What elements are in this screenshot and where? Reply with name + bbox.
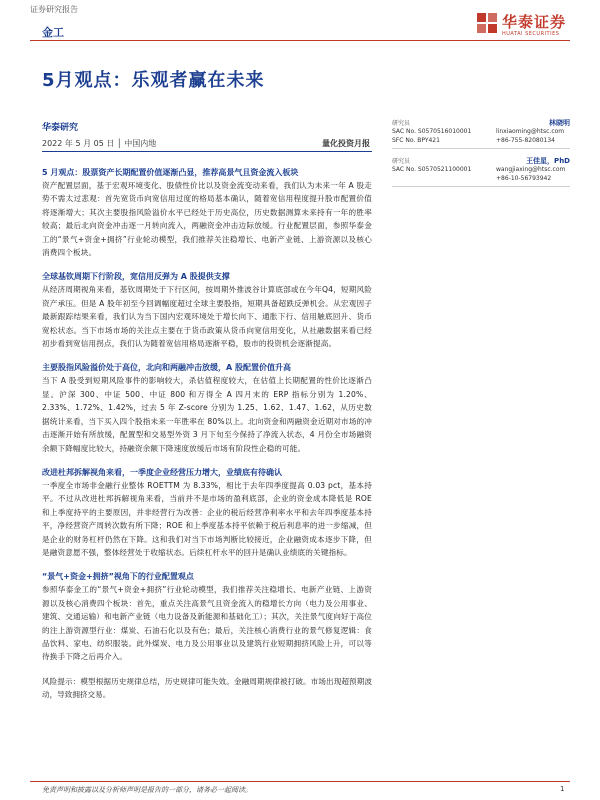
footer-divider <box>30 781 570 782</box>
analyst-phone: +86-755-82080134 <box>496 137 555 144</box>
analyst-role: 研究员 <box>392 158 411 165</box>
page-number: 1 <box>560 785 565 793</box>
section-body: 参照华泰金工的“景气+资金+拥挤”行业轮动模型，我们推荐关注稳增长、电新产业链、上游资源以及核心消费四个板块：首先，重点关注高景气且资金流入的稳增长方向（电力及公用事业、建筑、交通运输）和电新产业链（电力设备及新能源和基础化工）；其次，关注景气度向好于高位的注上游资源型行业：煤炭、石油石化以及有色；最后，关注核心消费行业的景气修复逻辑：食品饮料、家电、纺织服装。此外煤炭、电力及公用事业以及建筑行业短期拥挤风险上升，可以等待换手下降之后再介入。 <box>42 585 372 662</box>
section-body: 从经济周期视角来看，基钦周期处于下行区间，按周期外推波谷计算底部或在今年Q4，短期风险资产承压。但是 A 股年初至今回调幅度超过全球主要股指，短期具备超跌反弹机会。从宏观因子最新跟踪结果来看，我们认为当下国内宏观环境处于增长向下、通胀下行、信用触底回升、货币宽松状态。当下市场市场的关注点主要在于货币政策从货币向宽信用变化，从社融数据来看已经初步看到宽信用拐点，我们认为随着宽信用格局逐渐平稳，股市的投资机会逐渐提高。 <box>42 285 372 349</box>
section-body: 资产配置层面，基于宏观环境变化、股债性价比以及资金流变动来看，我们认为未来一年 A 股走势不需太过悲观：首先宽货币向宽信用过度的格局基本确认，随着宽信用程度提升股市配置价值将逐渐增大；其次主要股指风险溢价水平已经处于历史高位，历史数据测算未来持有一年的胜率较高；最后北向资金冲击逐一月转向流入，两融资金冲击边际放缓。行业配置层面，参照华泰金工的“景气+资金+拥挤”行业轮动模型，我们推荐关注稳增长、电新产业链、上游资源以及核心消费四个板块。 <box>42 181 372 258</box>
report-type: 量化投资月报 <box>322 139 370 148</box>
section-body: 当下 A 股受到短期风险事件的影响较大，杀估值程度较大，在估值上长期配置的性价比逐渐凸显。沪深 300、中证 500、中证 800 和万得全 A 四月末的 ERP 指标分别为 1.20%、2.33%、1.72%、1.42%，过去 5 年 Z-score 分别为 1.25、1.62、1.47、1.62，从历史数据统计来看，当下买入四个股指未来一年胜率在 80%以上。北向资金和两融资金近期对市场的冲击逐渐开始有所放缓，配置型和交易型外资 3 月下旬至今保持了净流入状态，4 月份全市场融资余额下降幅度比较大，持融资余额下降速度放缓后市场有阶段性企稳的可能。 <box>42 376 372 453</box>
summary-section <box>42 166 372 259</box>
report-type-label: 证券研究报告 <box>30 5 78 14</box>
meta-divider <box>42 151 372 152</box>
summary-section <box>42 270 372 350</box>
analyst-divider <box>392 186 570 187</box>
section-heading: 改进杜邦拆解视角来看，一季度企业经营压力增大，业绩底有待确认 <box>42 467 282 477</box>
research-org: 华泰研究 <box>42 123 79 133</box>
section-heading: 主要股指风险溢价处于高位，北向和两融冲击放缓，A 股配置价值升高 <box>42 363 291 373</box>
analyst-name: 林晓明 <box>549 119 570 127</box>
analyst-role: 研究员 <box>392 120 411 127</box>
section-heading: 全球基钦周期下行阶段，宽信用反弹为 A 股提供支撑 <box>42 272 230 282</box>
report-title: 5月观点：乐观者赢在未来 <box>42 70 265 91</box>
header-divider <box>30 40 570 41</box>
report-summary <box>42 166 372 702</box>
analyst-divider <box>392 148 570 149</box>
summary-section <box>42 466 372 559</box>
analyst-sfc: SFC No. BPY421 <box>392 137 440 144</box>
company-logo <box>476 8 596 44</box>
analyst-email[interactable]: wangjiaxing@htsc.com <box>496 166 566 173</box>
analyst-phone: +86-10-56793942 <box>496 175 552 182</box>
report-date: 2022 年 5 月 05 日 │ 中国内地 <box>42 139 157 148</box>
analyst-sac: SAC No. S0570516010001 <box>392 128 472 135</box>
section-heading: “景气+资金+拥挤”视角下的行业配置观点 <box>42 572 194 582</box>
section-heading: 5 月观点：股票资产长期配置价值逐渐凸显，推荐高景气且资金流入板块 <box>42 168 299 177</box>
section-body: 一季度全市场非金融行业整体 ROETTM 为 8.33%，相比于去年四季度提高 0.03 pct，基本持平。不过从改进杜邦拆解视角来看，当前并不是市场的盈利底部，企业的资金成本降低是 ROE 和上季度持平的主要原因，并非经营行为改善：企业的税后经营净利率水平和去年四季度基本持平，净经营资产周转次数有所下降；ROE 和上季度基本持平依赖于税后利息率的进一步缩减，但是企业的财务杠杆仍然在下降。这和我们对当下市场判断比较接近，企业融资成本逐步下降，但是融资意愿不强，整体经营处于收缩状态。后续杠杆水平的回升是确认业绩底的关键指标。 <box>42 480 372 557</box>
risk-warning: 风险提示：模型根据历史规律总结，历史规律可能失效。金融周期规律被打破。市场出现超预期波动，导致拥挤交易。 <box>42 676 372 700</box>
analyst-sac: SAC No. S0570521100001 <box>392 166 472 173</box>
summary-section <box>42 570 372 663</box>
logo-mark-icon <box>476 12 498 34</box>
summary-section <box>42 361 372 454</box>
footer-disclaimer: 免责声明和披露以及分析师声明是报告的一部分，请务必一起阅读。 <box>42 786 252 794</box>
logo-text: 华泰证券 <box>502 13 567 31</box>
logo-english-text: HUATAI SECURITIES <box>502 31 560 37</box>
category-label: 金工 <box>42 26 64 39</box>
analyst-name: 王佳星，PhD <box>526 157 570 165</box>
analyst-email[interactable]: linxiaoming@htsc.com <box>496 128 565 135</box>
